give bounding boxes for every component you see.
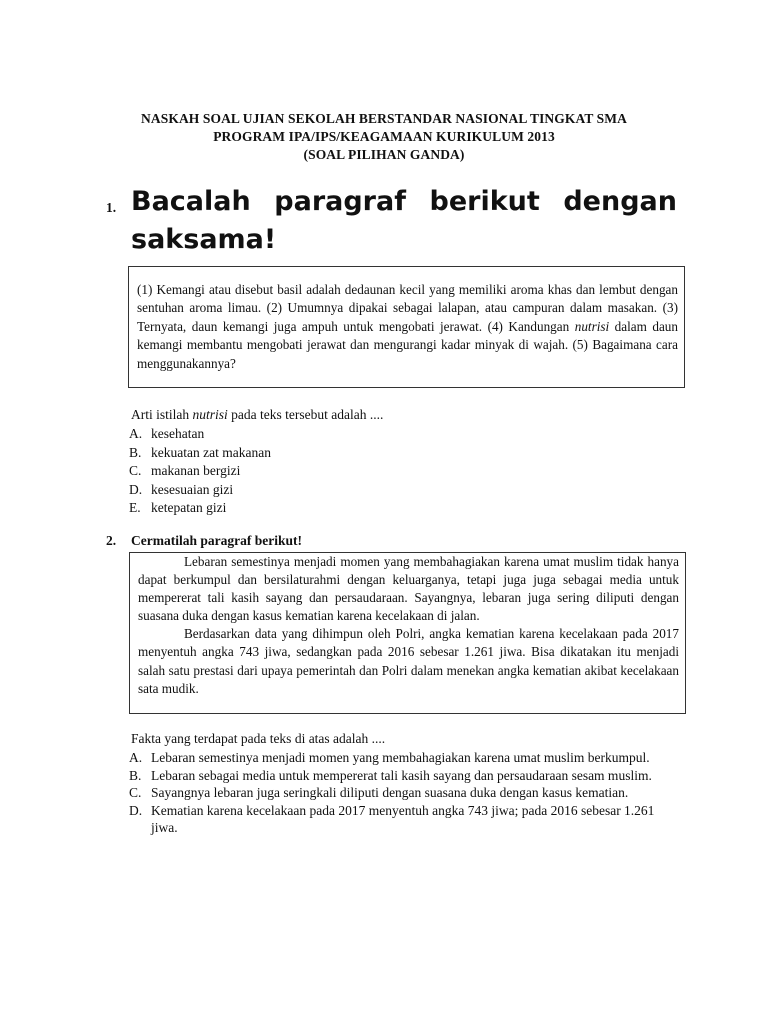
option-letter: C.: [129, 785, 142, 801]
question-1-options: [129, 425, 271, 518]
title-word: Bacalah: [131, 186, 251, 217]
option-b[interactable]: [129, 767, 669, 785]
passage-paragraph-2: Berdasarkan data yang dihimpun oleh Polri, angka kematian karena kecelakaan pada 2017 menyentuh angka 743 jiwa, sedangkan pada 2016 sebesar 1.261 jiwa. Bisa dikatakan itu menjadi salah satu prestasi dari upaya pemerintah dan Polri dalam menekan angka kematian akibat kecelakaan sata mudik.: [138, 626, 679, 696]
option-e[interactable]: [129, 499, 271, 518]
question-2-options: [129, 749, 669, 837]
header-line-3: (SOAL PILIHAN GANDA): [303, 147, 465, 162]
option-letter: B.: [129, 444, 142, 460]
exam-header: [0, 110, 768, 164]
option-letter: D.: [129, 481, 143, 497]
option-text: kesehatan: [151, 426, 205, 441]
option-letter: A.: [129, 426, 143, 441]
option-text: ketepatan gizi: [151, 500, 227, 516]
option-d[interactable]: [129, 481, 271, 500]
question-2-number: 2.: [106, 533, 117, 548]
question-1-title: [131, 183, 677, 259]
option-text: kekuatan zat makanan: [151, 444, 271, 460]
option-a[interactable]: [129, 425, 271, 444]
option-text: Sayangnya lebaran juga seringkali diliputi dengan suasana duka dengan kasus kematian.: [151, 785, 629, 801]
prompt-italic-term: nutrisi: [192, 407, 228, 422]
question-2-title: Cermatilah paragraf berikut!: [131, 533, 302, 548]
header-line-1: NASKAH SOAL UJIAN SEKOLAH BERSTANDAR NASIONAL TINGKAT SMA: [141, 111, 627, 126]
title-word: paragraf: [274, 186, 406, 217]
option-a[interactable]: [129, 749, 669, 767]
passage-italic-term: nutrisi: [574, 318, 610, 334]
title-word: dengan: [563, 186, 677, 217]
question-1-number: 1.: [106, 200, 117, 215]
prompt-text: pada teks tersebut adalah ....: [227, 407, 384, 422]
question-2-prompt: Fakta yang terdapat pada teks di atas adalah ....: [131, 731, 386, 746]
option-text: makanan bergizi: [151, 463, 241, 479]
passage-paragraph-1: Lebaran semestinya menjadi momen yang membahagiakan karena umat muslim tidak hanya dapat berkumpul dan bersilaturahmi dengan keluarganya, tetapi juga juga sebagai media untuk mempererat tali kasih sayang dan persaudaraan. Sayangnya, lebaran juga sering diliputi dengan suasana duka dengan kasus kematian karena kecelakaan di jalan.: [138, 554, 679, 624]
header-line-2: PROGRAM IPA/IPS/KEAGAMAAN KURIKULUM 2013: [213, 129, 555, 144]
option-text: Lebaran semestinya menjadi momen yang membahagiakan karena umat muslim berkumpul.: [151, 750, 650, 765]
option-text: Lebaran sebagai media untuk mempererat tali kasih sayang dan persaudaraan sesam muslim.: [151, 767, 652, 783]
title-line-2: saksama!: [131, 224, 277, 255]
option-letter: D.: [129, 802, 143, 818]
prompt-text: Arti istilah: [131, 407, 193, 422]
question-1-prompt: [131, 407, 383, 423]
option-letter: A.: [129, 750, 143, 765]
option-c[interactable]: [129, 462, 271, 481]
option-b[interactable]: [129, 444, 271, 463]
question-2-passage-box: [129, 552, 686, 714]
option-text: kesesuaian gizi: [151, 481, 234, 497]
option-c[interactable]: [129, 784, 669, 802]
option-text: Kematian karena kecelakaan pada 2017 menyentuh angka 743 jiwa; pada 2016 sebesar 1.261 jiwa.: [151, 802, 655, 836]
option-d[interactable]: [129, 802, 669, 837]
passage-text: (1) Kemangi atau disebut basil adalah dedaunan kecil yang memiliki aroma khas dan lembut dengan sentuhan aroma limau. (2) Umumnya dipakai sebagai lalapan, atau campuran dalam masakan. (3) Ternyata, daun kemangi juga ampuh untuk mengobati jerawat. (4) Kandungan: [137, 282, 678, 334]
option-letter: B.: [129, 767, 142, 783]
passage-text: dalam daun kemangi membantu mengobati jerawat dan mengurangi kadar minyak di wajah. (5) Bagaimana cara menggunakannya?: [137, 318, 678, 371]
question-1-passage-box: [128, 266, 685, 388]
option-letter: C.: [129, 463, 142, 479]
title-word: berikut: [429, 186, 540, 217]
option-letter: E.: [129, 500, 141, 516]
